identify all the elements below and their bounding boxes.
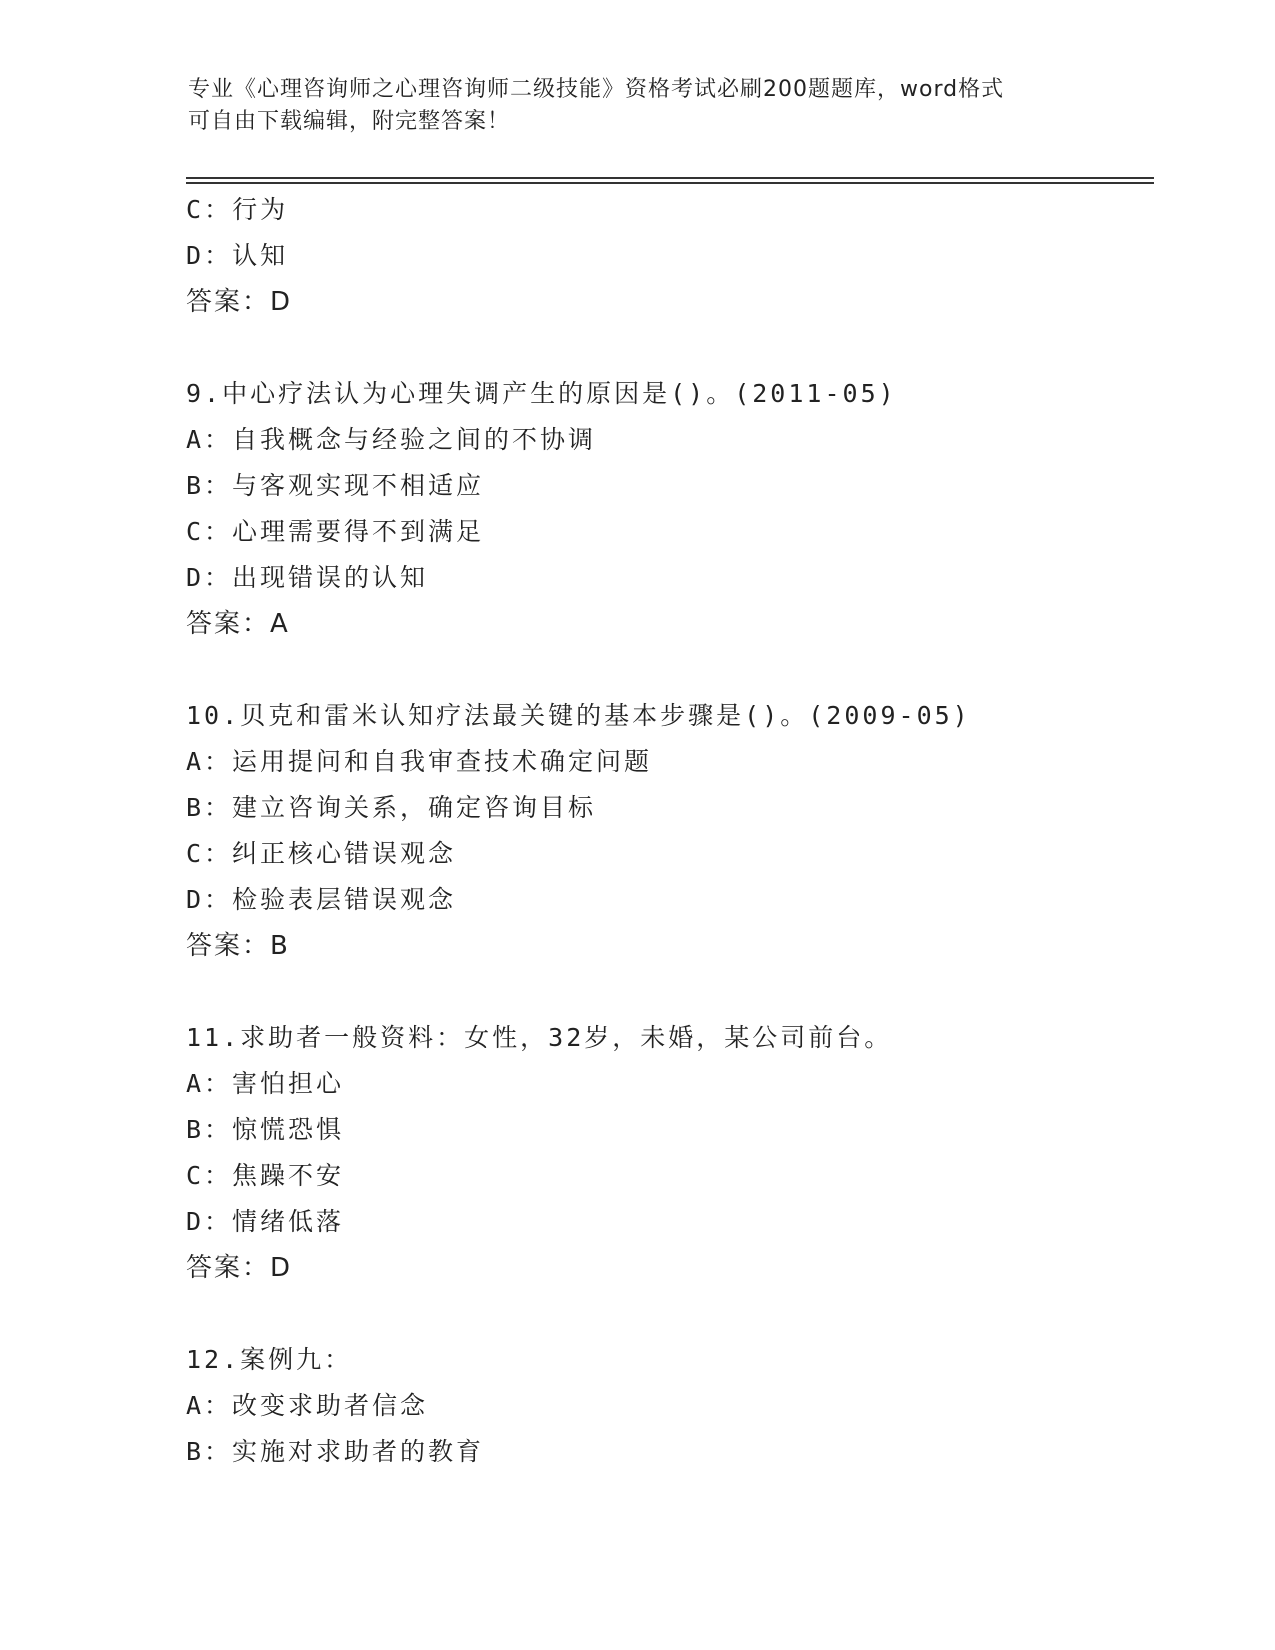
question-stem: 10.贝克和雷米认知疗法最关键的基本步骤是()。(2009-05) — [186, 701, 971, 730]
option-d: D：出现错误的认知 — [186, 563, 429, 592]
option-text: 认知 — [232, 241, 289, 270]
option-a: A：自我概念与经验之间的不协调 — [186, 425, 597, 454]
option-c: C：纠正核心错误观念 — [186, 839, 457, 868]
option-a: A：改变求助者信念 — [186, 1391, 429, 1420]
question-11 — [186, 1015, 1166, 1291]
header-line-2: 可自由下载编辑，附完整答案！ — [188, 109, 511, 134]
answer-line: 答案：D — [186, 287, 293, 317]
option-b: B：实施对求助者的教育 — [186, 1437, 485, 1466]
option-c: C：焦躁不安 — [186, 1161, 345, 1190]
spacer — [186, 325, 1166, 371]
option-c: C：行为 — [186, 195, 289, 224]
option-b: B：惊慌恐惧 — [186, 1115, 345, 1144]
option-b: B：建立咨询关系，确定咨询目标 — [186, 793, 597, 822]
spacer — [186, 1291, 1166, 1337]
answer-line: 答案：D — [186, 1253, 293, 1283]
option-a: A：害怕担心 — [186, 1069, 345, 1098]
question-stem: 12.案例九： — [186, 1345, 353, 1374]
question-8-continuation — [186, 187, 1166, 325]
header-divider-bottom — [186, 182, 1154, 184]
option-letter: D — [186, 241, 205, 270]
option-d: D：情绪低落 — [186, 1207, 345, 1236]
option-a: A：运用提问和自我审查技术确定问题 — [186, 747, 653, 776]
page-header — [188, 74, 1088, 138]
spacer — [186, 647, 1166, 693]
header-divider-top — [186, 177, 1154, 179]
question-stem: 9.中心疗法认为心理失调产生的原因是()。(2011-05) — [186, 379, 897, 408]
answer-line: 答案：A — [186, 609, 290, 639]
option-text: 行为 — [232, 195, 289, 224]
option-d: D：认知 — [186, 241, 289, 270]
question-list — [186, 187, 1166, 1475]
option-b: B：与客观实现不相适应 — [186, 471, 485, 500]
question-10 — [186, 693, 1166, 969]
option-d: D：检验表层错误观念 — [186, 885, 457, 914]
spacer — [186, 969, 1166, 1015]
question-9 — [186, 371, 1166, 647]
option-letter: C — [186, 195, 205, 224]
answer-line: 答案：B — [186, 931, 290, 961]
question-stem: 11.求助者一般资料：女性，32岁，未婚，某公司前台。 — [186, 1023, 893, 1052]
option-c: C：心理需要得不到满足 — [186, 517, 485, 546]
question-12 — [186, 1337, 1166, 1475]
header-line-1: 专业《心理咨询师之心理咨询师二级技能》资格考试必刷200题题库，word格式 — [188, 77, 1005, 102]
